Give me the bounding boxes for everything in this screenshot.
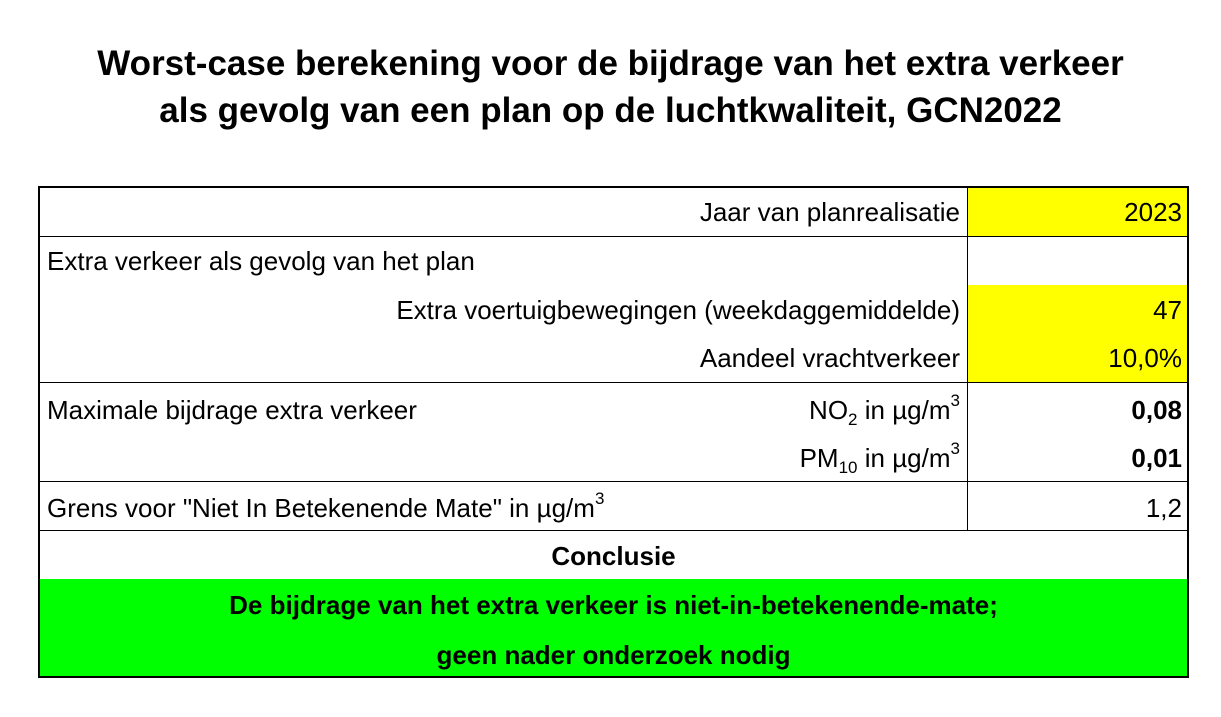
calculation-table <box>38 186 1189 678</box>
conclusie-result-box <box>40 579 1187 676</box>
vracht-value[interactable]: 10,0% <box>1108 343 1182 373</box>
extra-verkeer-heading: Extra verkeer als gevolg van het plan <box>47 246 475 276</box>
conclusie-line-2: geen nader onderzoek nodig <box>436 640 791 670</box>
page-title <box>0 40 1221 134</box>
pm10-value: 0,01 <box>1131 443 1182 473</box>
grens-label: Grens voor "Niet In Betekenende Mate" in $\mu g/m^3$ <box>47 489 605 523</box>
voertuig-label: Extra voertuigbewegingen (weekdaggemiddelde) <box>396 295 960 325</box>
pm10-unit-label: $PM_{10}$ in $\mu g/m^3$ <box>799 439 960 477</box>
no2-value: 0,08 <box>1131 395 1182 425</box>
title-line-2: als gevolg van een plan op de luchtkwaliteit, GCN2022 <box>159 91 1062 130</box>
title-line-1: Worst-case berekening voor de bijdrage van het extra verkeer <box>97 44 1124 83</box>
vracht-label: Aandeel vrachtverkeer <box>699 343 960 373</box>
row-divider <box>40 382 1187 383</box>
no2-unit-label: $NO_2$ in $\mu g/m^3$ <box>809 391 960 429</box>
conclusie-heading: Conclusie <box>551 541 676 571</box>
jaar-label: Jaar van planrealisatie <box>699 197 960 227</box>
voertuig-value[interactable]: 47 <box>1153 295 1182 325</box>
conclusie-line-1: De bijdrage van het extra verkeer is niet-in-betekenende-mate; <box>229 590 998 620</box>
max-bijdrage-label: Maximale bijdrage extra verkeer <box>47 395 417 425</box>
jaar-value[interactable]: 2023 <box>1124 197 1182 227</box>
grens-value: 1,2 <box>1145 493 1182 523</box>
